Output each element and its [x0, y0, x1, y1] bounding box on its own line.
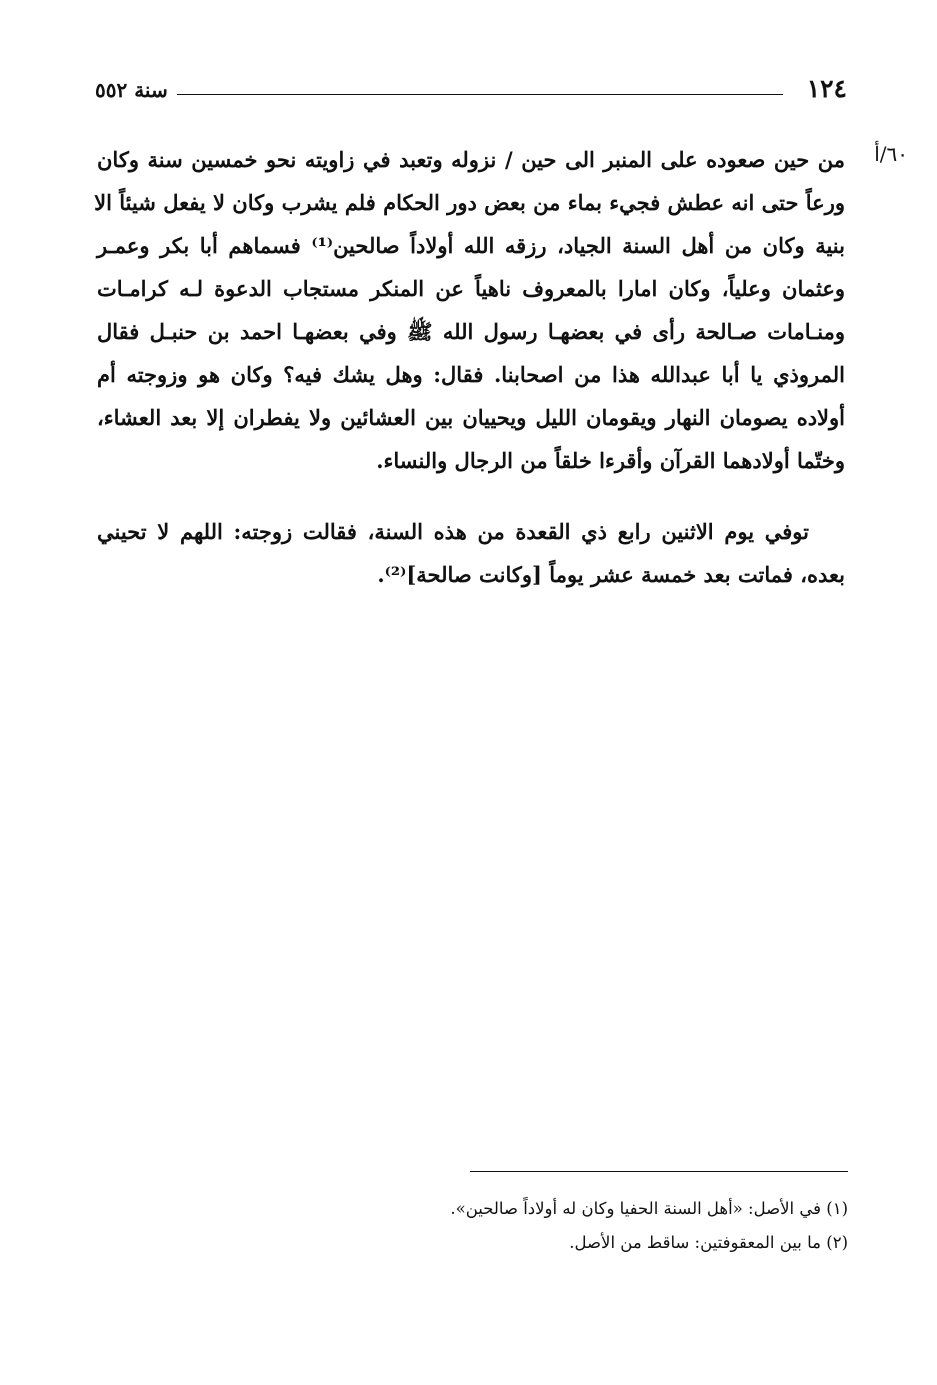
text-line: وختّما أولادهما القرآن وأقرءا خلقاً من الرجال والنساء. [376, 448, 845, 473]
running-head-year: سنة ٥٥٢ [95, 78, 168, 102]
main-text [94, 138, 845, 596]
paragraph-spacer [97, 482, 845, 510]
footnote-separator [470, 1171, 848, 1172]
paragraph-biography [94, 138, 845, 482]
text-line: من حين صعوده على المنبر الى حين / نزوله وتعبد في زاويته نحو خمسين سنة وكان [97, 147, 845, 172]
manuscript-folio-reference: ٦٠/أ [874, 142, 908, 166]
footnotes [300, 1192, 848, 1260]
text-line: المروذي يا أبا عبدالله هذا من اصحابنا. فقال: وهل يشك فيه؟ وكان هو وزوجته أم [97, 362, 845, 387]
page-header [95, 74, 847, 108]
footnote-2: (٢) ما بين المعقوفتين: ساقط من الأصل. [569, 1233, 848, 1252]
header-rule [177, 94, 783, 95]
text-line: وعثمان وعلياً، وكان امارا بالمعروف ناهياً عن المنكر مستجاب الدعوة لـه كرامـات [97, 276, 845, 301]
footnote-1: (١) في الأصل: «أهل السنة الحفيا وكان له أولاداً صالحين». [450, 1199, 848, 1218]
text-line: توفي يوم الاثنين رابع ذي القعدة من هذه السنة، فقالت زوجته: اللهم لا تحيني [97, 519, 809, 544]
text-line: ورعاً حتى انه عطش فجيء بماء من بعض دور الحكام فلم يشرب وكان لا يفعل شيئاً الا [94, 190, 845, 215]
text-line: أولاده يصومان النهار ويقومان الليل ويحييان بين العشائين ولا يفطران إلا بعد العشاء، [97, 405, 845, 430]
text-line: بعده، فماتت بعد خمسة عشر يوماً [وكانت صالحة]⁽²⁾. [377, 562, 845, 587]
paragraph-death [97, 510, 845, 596]
page-number: ١٢٤ [806, 74, 847, 103]
text-line: ومنـامات صـالحة رأى في بعضهـا رسول الله ﷺ وفي بعضهـا احمد بن حنبـل فقال [97, 319, 845, 344]
text-line: بنية وكان من أهل السنة الجياد، رزقه الله أولاداً صالحين⁽¹⁾ فسماهم أبا بكر وعمـر [97, 233, 845, 258]
